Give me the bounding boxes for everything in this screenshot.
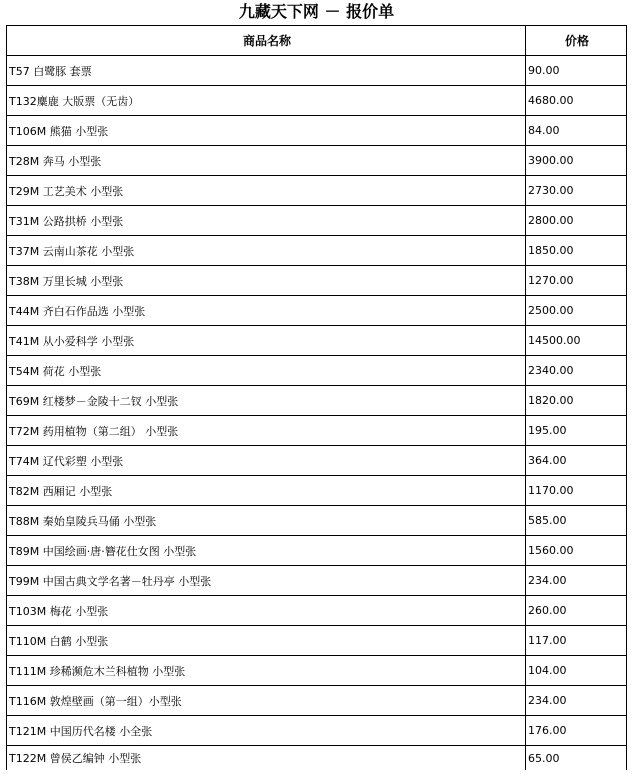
price-cell: 234.00 — [526, 566, 627, 596]
product-name-cell: T69M 红楼梦－金陵十二钗 小型张 — [7, 386, 526, 416]
price-cell: 2340.00 — [526, 356, 627, 386]
price-cell: 585.00 — [526, 506, 627, 536]
price-cell: 2800.00 — [526, 206, 627, 236]
table-row — [7, 176, 627, 206]
table-row — [7, 746, 627, 771]
price-cell: 117.00 — [526, 626, 627, 656]
table-row — [7, 416, 627, 446]
table-row — [7, 326, 627, 356]
product-name-cell: T72M 药用植物（第二组） 小型张 — [7, 416, 526, 446]
product-name-cell: T29M 工艺美术 小型张 — [7, 176, 526, 206]
page-title: 九藏天下网 － 报价单 — [238, 2, 395, 21]
table-row — [7, 446, 627, 476]
price-cell: 1170.00 — [526, 476, 627, 506]
price-cell: 4680.00 — [526, 86, 627, 116]
product-name-cell: T89M 中国绘画·唐·簪花仕女图 小型张 — [7, 536, 526, 566]
price-cell: 1820.00 — [526, 386, 627, 416]
table-body — [7, 56, 627, 771]
price-cell: 1850.00 — [526, 236, 627, 266]
product-name-cell: T44M 齐白石作品选 小型张 — [7, 296, 526, 326]
product-name-cell: T106M 熊猫 小型张 — [7, 116, 526, 146]
table-row — [7, 356, 627, 386]
table-row — [7, 266, 627, 296]
product-name-cell: T57 白鹭豚 套票 — [7, 56, 526, 86]
table-row — [7, 506, 627, 536]
product-name-cell: T88M 秦始皇陵兵马俑 小型张 — [7, 506, 526, 536]
price-cell: 2500.00 — [526, 296, 627, 326]
table-row — [7, 386, 627, 416]
column-header-product-name: 商品名称 — [7, 26, 526, 56]
product-name-cell: T103M 梅花 小型张 — [7, 596, 526, 626]
product-name-cell: T122M 曾侯乙编钟 小型张 — [7, 746, 526, 771]
price-cell: 65.00 — [526, 746, 627, 771]
price-table — [6, 25, 627, 770]
product-name-cell: T110M 白鹤 小型张 — [7, 626, 526, 656]
price-cell: 1270.00 — [526, 266, 627, 296]
product-name-cell: T121M 中国历代名楼 小全张 — [7, 716, 526, 746]
product-name-cell: T37M 云南山茶花 小型张 — [7, 236, 526, 266]
table-row — [7, 296, 627, 326]
product-name-cell: T82M 西厢记 小型张 — [7, 476, 526, 506]
price-cell: 195.00 — [526, 416, 627, 446]
table-row — [7, 206, 627, 236]
table-row — [7, 86, 627, 116]
table-row — [7, 476, 627, 506]
product-name-cell: T31M 公路拱桥 小型张 — [7, 206, 526, 236]
table-row — [7, 656, 627, 686]
price-cell: 260.00 — [526, 596, 627, 626]
table-row — [7, 686, 627, 716]
table-row — [7, 716, 627, 746]
product-name-cell: T111M 珍稀濒危木兰科植物 小型张 — [7, 656, 526, 686]
table-row — [7, 56, 627, 86]
column-header-price: 价格 — [526, 26, 627, 56]
price-cell: 104.00 — [526, 656, 627, 686]
price-cell: 14500.00 — [526, 326, 627, 356]
price-cell: 2730.00 — [526, 176, 627, 206]
price-cell: 90.00 — [526, 56, 627, 86]
product-name-cell: T54M 荷花 小型张 — [7, 356, 526, 386]
price-cell: 1560.00 — [526, 536, 627, 566]
price-cell: 176.00 — [526, 716, 627, 746]
table-row — [7, 566, 627, 596]
product-name-cell: T99M 中国古典文学名著－牡丹亭 小型张 — [7, 566, 526, 596]
price-cell: 234.00 — [526, 686, 627, 716]
price-cell: 3900.00 — [526, 146, 627, 176]
table-row — [7, 146, 627, 176]
product-name-cell: T116M 敦煌壁画（第一组）小型张 — [7, 686, 526, 716]
table-row — [7, 626, 627, 656]
product-name-cell: T74M 辽代彩塑 小型张 — [7, 446, 526, 476]
table-header-row — [7, 26, 627, 56]
table-row — [7, 236, 627, 266]
table-row — [7, 116, 627, 146]
price-cell: 84.00 — [526, 116, 627, 146]
product-name-cell: T41M 从小爱科学 小型张 — [7, 326, 526, 356]
product-name-cell: T28M 奔马 小型张 — [7, 146, 526, 176]
price-cell: 364.00 — [526, 446, 627, 476]
product-name-cell: T132麋鹿 大版票（无齿） — [7, 86, 526, 116]
table-row — [7, 596, 627, 626]
product-name-cell: T38M 万里长城 小型张 — [7, 266, 526, 296]
table-row — [7, 536, 627, 566]
